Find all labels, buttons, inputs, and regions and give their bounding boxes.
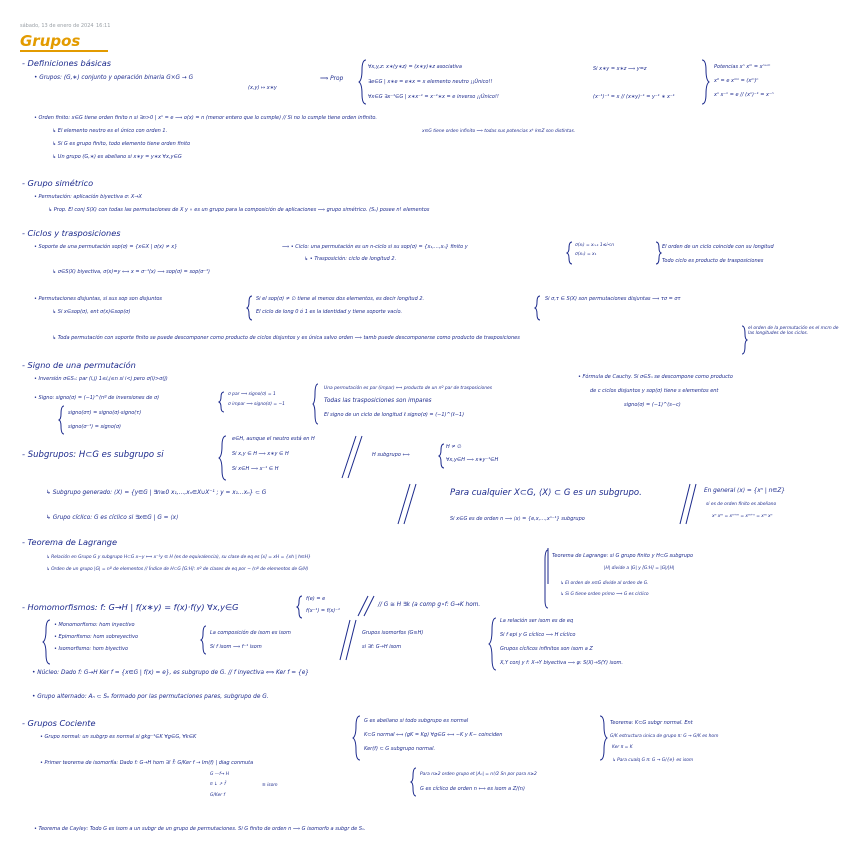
cyclic-isom-zn: G es cíclico de orden n ⟺ es isom a Z/(n) bbox=[420, 786, 525, 792]
sign-even: σ par ⟹ signo(σ) = 1 bbox=[228, 392, 276, 397]
subgroup-cond-3: Si x∈H ⟹ x⁻¹ ∈ H bbox=[232, 466, 279, 472]
group-def: • Grupos: (G,∗) conjunto y operación binaria G×G → G bbox=[34, 75, 194, 81]
order-infinite: x∈G tiene orden infinito ⟹ todas sus potencias xᵏ k∈Z son distintas. bbox=[422, 129, 576, 134]
div-3 bbox=[358, 596, 374, 616]
order-neutral: ↳ El elemento neutro es el único con orden 1. bbox=[52, 128, 168, 134]
subgroup-alt-brace bbox=[439, 444, 444, 468]
hom-inverse: f(x⁻¹) = f(x)⁻¹ bbox=[306, 608, 340, 614]
subgroup-brace bbox=[219, 436, 226, 480]
cayley-theorem: • Teorema de Cayley: Todo G es isom a un subgr de un grupo de permutaciones. Si G finito de orden n ⟹ G isomorfo a subgr de Sₙ. bbox=[34, 826, 366, 832]
generated-is-subgroup: Para cualquier X⊂G, ⟨X⟩ ⊂ G es un subgrupo. bbox=[450, 488, 642, 498]
disjoint-brace-2 bbox=[535, 296, 540, 320]
page-title: Grupos bbox=[20, 32, 81, 50]
an-brace bbox=[411, 768, 416, 796]
sign-brace bbox=[59, 406, 64, 434]
div-1 bbox=[398, 484, 416, 524]
finite-decomposition: ↳ Toda permutación con soporte finito se puede descomponer como producto de ciclos disjuntos y es única salvo orden ⟹ tamb puede descomponerse como producto de trasposiciones bbox=[52, 335, 520, 341]
sign-def: • Signo: signo(σ) = (−1)^(nº de inversiones de σ) bbox=[34, 395, 160, 401]
normal-abelian: G es abeliano si todo subgrupo es normal bbox=[364, 718, 469, 724]
iso-groups: Grupos isomorfos (G≅H) bbox=[362, 630, 424, 636]
heading-sign: - Signo de una permutación bbox=[22, 360, 136, 370]
monomorphism: • Monomorfismo: hom inyectivo bbox=[54, 622, 135, 628]
cycle-cond-2: σ(xₙ) = x₁ bbox=[575, 252, 597, 257]
title-underline bbox=[20, 50, 108, 52]
arrow-prop: ⟹ Prop bbox=[320, 76, 344, 82]
order-def: • Orden finito: x∈G tiene orden finito n si ∃n>0 | xⁿ = e ⟹ o(x) = n (menor entero que lo cumple) // Si no lo cumple tiene orden infinito. bbox=[34, 115, 377, 121]
diagram-top: G —f→ H bbox=[210, 772, 230, 777]
div-5 bbox=[680, 484, 696, 524]
iso-composition: La composición de isom es isom bbox=[210, 630, 291, 636]
sign-odd: σ impar ⟹ signo(σ) = −1 bbox=[228, 402, 285, 407]
quotient-structure: G/K estructura única de grupo π: G → G/K es hom bbox=[610, 734, 719, 739]
prop-neutral: ∃e∈G | x∗e = e∗x = x elemento neutro ¡¡Único!! bbox=[368, 79, 493, 85]
cyclic-group: ↳ Grupo cíclico: G es cíclico si ∃x∈G | G = ⟨x⟩ bbox=[46, 515, 179, 521]
subgroup-cond-1: e∈H, aunque el neutro está en H bbox=[232, 436, 315, 442]
sign-cycle: El signo de un ciclo de longitud ℓ signo(σ) = (−1)^(ℓ−1) bbox=[324, 412, 465, 418]
support-def: • Soporte de una permutación sop(σ) = {x∈X | σ(x) ≠ x} bbox=[34, 244, 178, 250]
quotient-theorem: Teorema: K⊂G subgr normal. Ent bbox=[610, 720, 693, 726]
iso-inverse: Si f isom ⟹ f⁻¹ isom bbox=[210, 644, 262, 650]
isomorphism: • Isomorfismo: hom biyectivo bbox=[54, 646, 129, 652]
sign-inverse: signo(σ⁻¹) = signo(σ) bbox=[68, 424, 121, 430]
diagram-middle: π ↓ ↗ f̄ bbox=[210, 782, 226, 787]
iso-symmetric: X,Y conj y f: X→Y biyectiva ⟹ φ: S(X)→S(Y) isom. bbox=[500, 660, 624, 666]
disjoint-def: • Permutaciones disjuntas, si sus sop son disjuntos bbox=[34, 296, 163, 302]
normal-equiv: K⊂G normal ⟺ (gK = Kg) ∀g∈G ⟺ ∼K y K∼ coinciden bbox=[364, 732, 503, 738]
powers-1: Potencias xⁿ xᵐ = xⁿ⁺ᵐ bbox=[714, 64, 771, 70]
normal-subgroup: • Grupo normal: un subgrp es normal si gkg⁻¹∈K ∀g∈G, ∀k∈K bbox=[40, 734, 197, 740]
cycle-transpositions: Todo ciclo es producto de trasposiciones bbox=[662, 258, 764, 264]
transposition-def: ↳ • Trasposición: ciclo de longitud 2. bbox=[304, 256, 397, 262]
hom-composition: // G ≅ H ∃k (a comp g∘f: G→K hom. bbox=[378, 602, 481, 608]
sign-brace-3 bbox=[313, 384, 318, 424]
homo-rel-brace bbox=[489, 618, 496, 670]
lagrange-theorem: Teorema de Lagrange: si G grupo finito y H⊂G subgrupo bbox=[552, 553, 694, 559]
symmetric-prop: ↳ Prop. El conj S(X) con todas las permutaciones de X y ∘ es un grupo para la composición de aplicaciones ⟹ grupo simétrico. (Sₙ) posee n! elementos bbox=[48, 207, 430, 213]
thm-brace bbox=[600, 716, 607, 760]
disjoint-b: El ciclo de long 0 ó 1 es la identidad y tiene soporte vacío. bbox=[256, 309, 403, 315]
heading-homomorphisms: - Homomorfismos: f: G→H | f(x∗y) = f(x)·f(y) ∀x,y∈G bbox=[22, 602, 239, 612]
cauchy-formula-c: signo(σ) = (−1)^(s−c) bbox=[624, 402, 681, 408]
hom-identity: f(e) = e bbox=[306, 596, 326, 602]
sign-transpositions: Todas las trasposiciones son impares bbox=[324, 398, 432, 404]
heading-lagrange: - Teorema de Lagrange bbox=[22, 537, 118, 547]
cycle-order: El orden de un ciclo coincide con su longitud bbox=[662, 244, 774, 250]
normal-brace bbox=[353, 716, 360, 760]
cauchy-formula: • Fórmula de Cauchy. Si σ∈Sₙ se descompone como producto bbox=[578, 374, 733, 380]
prop-assoc: ∀x,y,z: x∗(y∗z) = (x∗y)∗z asociativa bbox=[368, 64, 462, 70]
subgroup-cond-2: Si x,y ∈ H ⟹ x∗y ∈ H bbox=[232, 451, 289, 457]
cancel-law: Si x∗y = x∗z ⟹ y=z bbox=[593, 66, 647, 72]
heading-subgroups: - Subgrupos: H⊂G es subgrupo si bbox=[22, 450, 164, 460]
diagram-iso: ≅ isom bbox=[262, 783, 278, 788]
normal-kernel: Ker(f) ⊂ G subgrupo normal. bbox=[364, 746, 436, 752]
powers-brace bbox=[702, 60, 709, 104]
div-4 bbox=[340, 620, 356, 660]
cycle-cond-1: σ(xᵢ) = xᵢ₊₁ 1≤i<n bbox=[575, 243, 615, 248]
generated-abelian: si es de orden finito es abeliano bbox=[706, 502, 777, 507]
quotient-kernel: Ker π = K bbox=[612, 745, 633, 750]
prop-inverse: ∀x∈G ∃x⁻¹∈G | x∗x⁻¹ = x⁻¹∗x = e inverso ¡¡Único!! bbox=[368, 94, 499, 100]
homo-brace bbox=[297, 596, 302, 618]
lagrange-order-element: ↳ El orden de x∈G divide al orden de G. bbox=[560, 581, 649, 586]
disjoint-a: Si el sop(σ) ≠ ∅ tiene al menos dos elementos, es decir longitud 2. bbox=[256, 296, 425, 302]
abelian-def: ↳ Un grupo (G,∗) es abeliano si x∗y = y∗x ∀x,y∈G bbox=[52, 154, 182, 160]
heading-basic: - Definiciones básicas bbox=[22, 58, 112, 68]
cycle-brace-right bbox=[656, 242, 661, 264]
diagram-bottom: G/Ker f bbox=[210, 793, 226, 798]
iso-relation: La relación ser isom es de eq bbox=[500, 618, 574, 624]
perm-order-brace bbox=[742, 326, 747, 354]
first-iso-theorem: • Primer teorema de isomorfía: Dado f: G→H hom ∃! f̄: G/Ker f → Im(f) | diag conmuta bbox=[40, 760, 254, 766]
heading-quotient: - Grupos Cociente bbox=[22, 718, 96, 728]
subgroup-alt-2: ∀x,y∈H ⟹ x∗y⁻¹∈H bbox=[446, 457, 499, 463]
kernel-def: • Núcleo: Dado f: G→H Ker f = {x∈G | f(x) = e}, es subgrupo de G. // f inyectiva ⟺ Ker f = {e} bbox=[32, 670, 309, 676]
perm-order: el orden de la permutación es el mcm de las longitudes de los ciclos. bbox=[748, 326, 839, 336]
lagrange-index: ↳ Orden de un grupo |G| = nº de elementos // Índice de H⊂G [G:H]: nº de clases de eq por ∼ (nº de elementos de G/H) bbox=[46, 567, 309, 572]
generated-subgroup: ↳ Subgrupo generado: ⟨X⟩ = {y∈G | ∃n≥0 x₁,…,xₙ∈X∪X⁻¹ ; y = x₁…xₙ} ⊂ G bbox=[46, 490, 267, 496]
iso-infinite-cyclic: Grupos cíclicos infinitos son isom a Z bbox=[500, 646, 593, 652]
note-date: sábado, 13 de enero de 2024 bbox=[20, 23, 94, 29]
cycle-def: ⟹ • Ciclo: una permutación es un n-ciclo si su sop(σ) = {x₁,…,xₙ} finito y bbox=[282, 244, 468, 250]
iso-epi-cyclic: Si f epi y G cíclico ⟹ H cíclico bbox=[500, 632, 576, 638]
div-2 bbox=[342, 436, 362, 478]
subgroup-alt: H subgrupo ⟺ bbox=[372, 452, 410, 458]
subgroup-alt-1: H ≠ ∅ bbox=[446, 444, 462, 450]
bijective-support: ↳ σ∈S(X) biyectiva, σ(x)=y ⟺ x = σ⁻¹(x) ⟹ sop(σ) = sop(σ⁻¹) bbox=[52, 269, 210, 275]
cycle-brace bbox=[567, 242, 572, 264]
cauchy-formula-b: de c ciclos disjuntos y sop(σ) tiene s elementos ent bbox=[590, 388, 719, 394]
powers-2: x⁰ = e xᵐⁿ = (xᵐ)ⁿ bbox=[714, 78, 759, 84]
heading-cycles: - Ciclos y trasposiciones bbox=[22, 228, 121, 238]
disjoint-brace bbox=[247, 296, 252, 320]
alternating-group: • Grupo alternado: Aₙ ⊂ Sₙ formado por las permutaciones pares, subgrupo de G. bbox=[32, 694, 269, 700]
note-time: 16:11 bbox=[96, 23, 111, 29]
homo-comp-brace bbox=[201, 626, 206, 654]
sign-brace-2 bbox=[219, 392, 224, 412]
powers-3: xⁿ x⁻ⁿ = e // (xⁿ)⁻¹ = x⁻ⁿ bbox=[714, 92, 774, 98]
sign-product: signo(στ) = signo(σ)·signo(τ) bbox=[68, 410, 142, 416]
perm-def: • Permutación: aplicación biyectiva σ: X→X bbox=[34, 194, 142, 200]
map-pair: (x,y) ↦ x∗y bbox=[248, 85, 277, 91]
heading-symmetric: - Grupo simétrico bbox=[22, 178, 94, 188]
generated-general: En general ⟨x⟩ = {xⁿ | n∈Z} bbox=[704, 488, 786, 494]
inversion-def: • Inversión σ∈Sₙ: par (i,j) 1≤i,j≤n si i<j pero σ(i)>σ(j) bbox=[34, 376, 168, 382]
disjoint-support: ↳ Si x∈sop(σ), ent σ(x)∈sop(σ) bbox=[52, 309, 131, 315]
quotient-trivial: ↳ Para cualq G π: G → G/{e} es isom bbox=[612, 758, 694, 763]
lagrange-divides: |H| divide a |G| y [G:H] = |G|/|H| bbox=[604, 566, 675, 571]
sign-parity: Una permutación es par (impar) ⟺ producto de un nº par de trasposiciones bbox=[324, 386, 492, 391]
generated-powers: xⁿ xᵐ = xⁿ⁺ᵐ = xᵐ⁺ⁿ = xᵐ xⁿ bbox=[712, 514, 773, 519]
disjoint-commute: Si σ,τ ∈ S(X) son permutaciones disjuntas ⟹ τσ = στ bbox=[545, 296, 681, 302]
iso-groups-b: si ∃f: G→H isom bbox=[362, 644, 402, 650]
inverse-law: (x⁻¹)⁻¹ = x // (x∗y)⁻¹ = y⁻¹ ∗ x⁻¹ bbox=[593, 94, 675, 100]
lagrange-relation: ↳ Relación en Grupo G y subgrupo H⊂G x∼y ⟺ x⁻¹y ∈ H (es de equivalencia), su clase de eq es [x] = xH = {xh | h∈H} bbox=[46, 555, 311, 560]
cyclic-order: Si x∈G es de orden n ⟹ ⟨x⟩ = {e,x,…,xⁿ⁻¹} subgrupo bbox=[450, 516, 585, 522]
alternating-order: Para n≥2 orden grupo et |Aₙ| = n!/2 Sn por para n≥2 bbox=[420, 772, 537, 777]
order-finite-group: ↳ Si G es grupo finito, todo elemento tiene orden finito bbox=[52, 141, 191, 147]
lagrange-prime: ↳ Si G tiene orden primo ⟹ G es cíclico bbox=[560, 592, 649, 597]
homo-types-brace bbox=[43, 620, 50, 664]
prop-brace bbox=[359, 60, 366, 104]
epimorphism: • Epimorfismo: hom sobreyectivo bbox=[54, 634, 139, 640]
